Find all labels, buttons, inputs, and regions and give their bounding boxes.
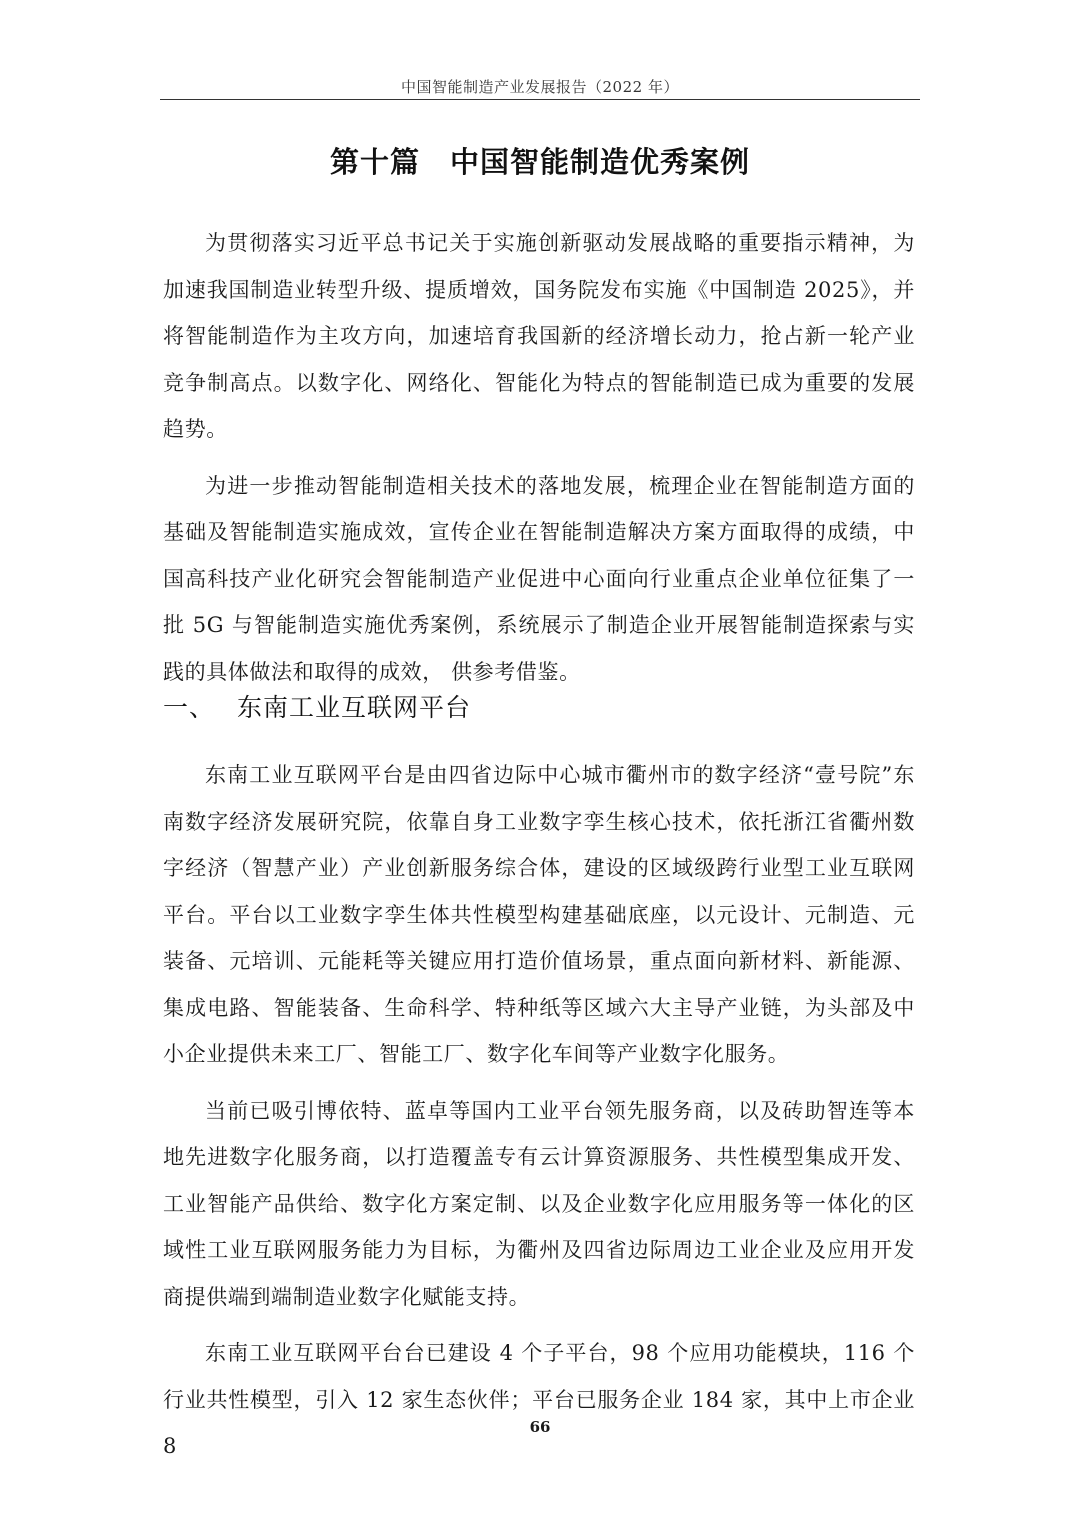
header-divider: [160, 99, 920, 100]
section-paragraph-2: 当前已吸引博依特、蓝卓等国内工业平台领先服务商，以及砖助智连等本地先进数字化服务商，以打造覆盖专有云计算资源服务、共性模型集成开发、工业智能产品供给、数字化方案定制、以及企业数字化应用服务等一体化的区域性工业互联网服务能力为目标，为衢州及四省边际周边工业企业及应用开发商提供端到端制造业数字化赋能支持。: [163, 1098, 915, 1309]
page-number: 66: [529, 1418, 551, 1436]
intro-paragraph-2: 为进一步推动智能制造相关技术的落地发展，梳理企业在智能制造方面的基础及智能制造实施成效，宣传企业在智能制造解决方案方面取得的成绩，中国高科技产业化研究会智能制造产业促进中心面向行业重点企业单位征集了一批 5G 与智能制造实施优秀案例，系统展示了制造企业开展智能制造探索与实践的具体做法和取得的成效， 供参考借鉴。: [163, 473, 915, 684]
section-paragraph-3: 东南工业互联网平台台已建设 4 个子平台，98 个应用功能模块，116 个行业共性模型，引入 12 家生态伙伴；平台已服务企业 184 家，其中上市企业 8: [163, 1341, 915, 1458]
intro-paragraph-1: 为贯彻落实习近平总书记关于实施创新驱动发展战略的重要指示精神，为加速我国制造业转型升级、提质增效，国务院发布实施《中国制造 2025》，并将智能制造作为主攻方向，加速培育我国新的经济增长动力，抢占新一轮产业竞争制高点。以数字化、网络化、智能化为特点的智能制造已成为重要的发展趋势。: [163, 231, 915, 441]
running-header: 中国智能制造产业发展报告（2022 年）: [401, 78, 679, 96]
section-body: [163, 752, 915, 1480]
section-number: 一、: [163, 693, 216, 722]
section-title: 东南工业互联网平台: [237, 693, 472, 722]
section-heading: [163, 688, 471, 724]
chapter-title: 第十篇 中国智能制造优秀案例: [329, 145, 750, 179]
intro-section: [163, 220, 915, 705]
section-paragraph-1: 东南工业互联网平台是由四省边际中心城市衢州市的数字经济“壹号院”东南数字经济发展研究院，依靠自身工业数字孪生核心技术，依托浙江省衢州数字经济（智慧产业）产业创新服务综合体，建设的区域级跨行业型工业互联网平台。平台以工业数字孪生体共性模型构建基础底座，以元设计、元制造、元装备、元培训、元能耗等关键应用打造价值场景，重点面向新材料、新能源、集成电路、智能装备、生命科学、特种纸等区域六大主导产业链，为头部及中小企业提供未来工厂、智能工厂、数字化车间等产业数字化服务。: [163, 763, 915, 1066]
